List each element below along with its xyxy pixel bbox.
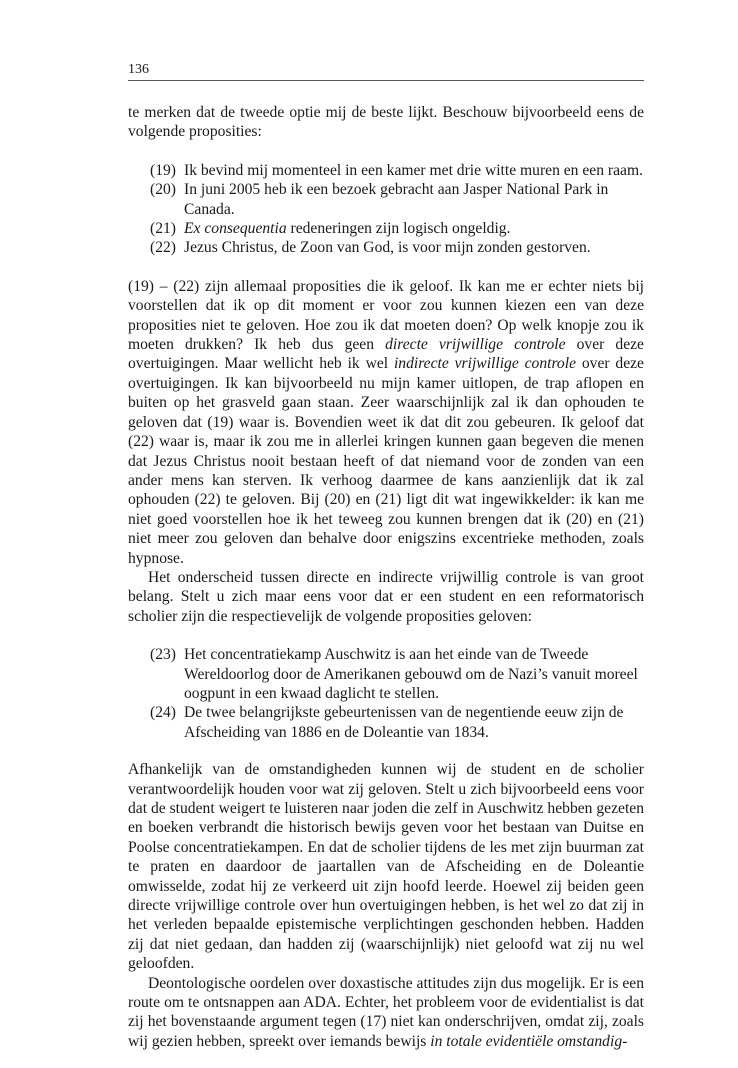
list-item xyxy=(150,238,644,257)
list-item xyxy=(150,180,644,219)
item-number: (22) xyxy=(150,239,176,257)
text-run: over deze overtuigingen. Ik kan bijvoorbeeld nu mijn kamer uitlopen, de trap aflopen en buiten op het grasveld gaan staan. Zeer waarschijnlijk zal ik dan ophouden te geloven dat (19) waar is. Bovendien weet ik dat dit zou gebeuren. Ik geloof dat (22) waar is, maar ik zou me in allerlei kringen kunnen gaan begeven die menen dat Jezus Christus nooit bestaan heeft of dat niemand voor de zonden van een ander mens kan sterven. Ik verhoog daarmee de kans aanzienlijk dat ik zal ophouden (22) te geloven. Bij (20) en (21) ligt dit wat ingewikkelder: ik kan me niet goed voorstellen hoe ik het teweeg zou kunnen brengen dat ik (20) en (21) niet meer zou geloven dan behalve door enigszins excentrieke methoden, zoals hypnose. xyxy=(128,355,644,567)
intro-paragraph: te merken dat de tweede optie mij de beste lijkt. Beschouw bijvoorbeeld eens de volgende proposities: xyxy=(128,104,644,141)
list-item xyxy=(150,161,644,180)
emphasis-directe: directe vrijwillige controle xyxy=(385,336,566,354)
item-text: In juni 2005 heb ik een bezoek gebracht aan Jasper National Park in Canada. xyxy=(184,181,609,218)
text-run: over deze overtuigingen. Maar wellicht heb ik wel xyxy=(128,336,644,373)
item-text: De twee belangrijkste gebeurtenissen van de negentiende eeuw zijn de Afscheiding van 1886 en de Doleantie van 1834. xyxy=(184,704,624,741)
proposition-list-1 xyxy=(128,161,644,258)
text-run: (19) – (22) zijn allemaal proposities die ik geloof. Ik kan me er echter niets bij voorstellen dat ik op dit moment er voor zou kunnen kiezen een van deze proposities niet te geloven. Hoe zou ik dat moeten doen? Op welk knopje zou ik moeten drukken? Ik heb dus geen xyxy=(128,277,644,354)
item-text: Jezus Christus, de Zoon van God, is voor mijn zonden gestorven. xyxy=(184,239,591,257)
item-emphasis: Ex consequentia xyxy=(184,220,287,238)
list-item xyxy=(150,645,644,703)
paragraph-1 xyxy=(128,277,644,568)
list-item xyxy=(150,703,644,742)
item-number: (19) xyxy=(150,161,176,179)
item-number: (20) xyxy=(150,181,176,199)
emphasis-omstandig: in totale evidentiële omstandig- xyxy=(430,1032,628,1050)
list-item xyxy=(150,219,644,238)
item-number: (23) xyxy=(150,646,176,664)
paragraph-2: Het onderscheid tussen directe en indirecte vrijwillig controle is van groot belang. Stelt u zich maar eens voor dat er een student en een reformatorisch scholier zijn die respectievelijk de volgende proposities geloven: xyxy=(128,568,644,625)
text-run: Deontologische oordelen over doxastische attitudes zijn dus mogelijk. Er is een route om te ontsnappen aan ADA. Echter, het probleem voor de evidentialist is dat zij het bovenstaande argument tegen (17) niet kan onderschrijven, omdat zij, zoals wij gezien hebben, spreekt over iemands bewijs xyxy=(128,974,644,1050)
paragraph-4 xyxy=(128,974,644,1052)
page-number: 136 xyxy=(128,62,149,77)
proposition-list-2 xyxy=(128,645,644,742)
paragraph-3: Afhankelijk van de omstandigheden kunnen wij de student en de scholier verantwoordelijk houden voor wat zij geloven. Stelt u zich bijvoorbeeld eens voor dat de student weigert te luisteren naar joden die zelf in Auschwitz hebben gezeten en boeken verbrandt die historisch bewijs geven voor het bestaan van Duitse en Poolse concentratiekampen. En dat de scholier tijdens de les met zijn buurman zat te praten en daardoor de jaartallen van de Afscheiding en de Doleantie omwisselde, zodat hij ze verkeerd uit zijn hoofd leerde. Hoewel zij beiden geen directe vrijwillige controle over hun overtuigingen hebben, is het wel zo dat zij in het verleden bepaalde epistemische verplichtingen geschonden hebben. Hadden zij dat niet gedaan, dan hadden zij (waarschijnlijk) niet geloofd wat zij nu wel geloofden. xyxy=(128,761,644,973)
item-number: (21) xyxy=(150,220,176,238)
item-number: (24) xyxy=(150,704,176,722)
item-text: Ik bevind mij momenteel in een kamer met drie witte muren en een raam. xyxy=(184,161,643,179)
body-text xyxy=(128,103,644,1051)
emphasis-indirecte: indirecte vrijwillige controle xyxy=(393,355,576,373)
item-text: Het concentratiekamp Auschwitz is aan het einde van de Tweede Wereldoorlog door de Amerikanen gebouwd om de Nazi’s vanuit moreel oogpunt in een kwaad daglicht te stellen. xyxy=(184,646,638,702)
header-rule xyxy=(128,80,644,81)
item-text: redeneringen zijn logisch ongeldig. xyxy=(286,220,511,238)
